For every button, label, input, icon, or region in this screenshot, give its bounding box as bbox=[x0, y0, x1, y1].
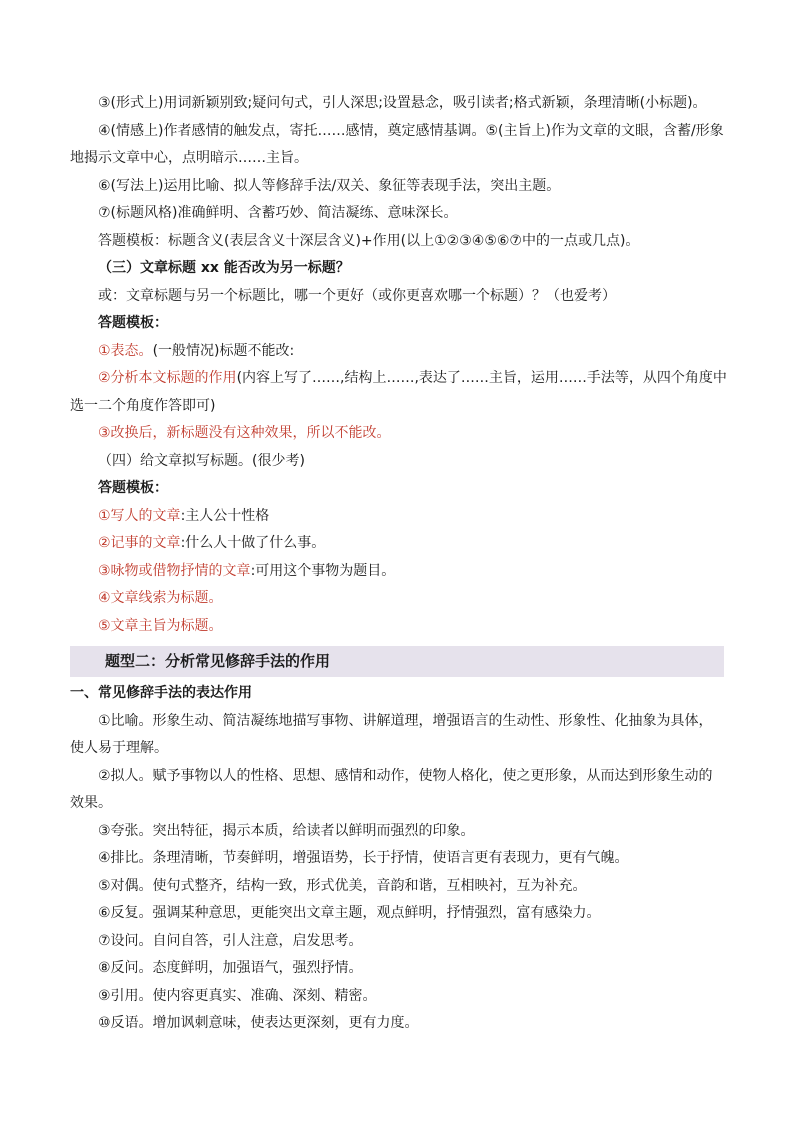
rhetoric-quotation: ⑨引用。使内容更真实、准确、深刻、精密。 bbox=[98, 987, 377, 1004]
section4-item-2 bbox=[70, 530, 724, 558]
rhetoric-repetition: ⑥反复。强调某种意思，更能突出文章主题，观点鲜明，抒情强烈，富有感染力。 bbox=[98, 905, 601, 921]
document-page bbox=[70, 90, 727, 1038]
paragraph-answer-template: 答题模板：标题含义(表层含义十深层含义)+作用(以上①②③④⑤⑥⑦中的一点或几点)。 bbox=[98, 232, 640, 249]
section3-item-2-text: (内容上写了……,结构上……,表达了……主旨，运用……手法等，从四个角度中 bbox=[236, 370, 727, 386]
rhetoric-personification: ②拟人。赋予事物以人的性格、思想、感情和动作，使物人格化，使之更形象，从而达到形象生动的 bbox=[98, 767, 713, 784]
section3-item-1-key: ①表态。 bbox=[98, 342, 153, 359]
section4-heading: （四）给文章拟写标题。(很少考) bbox=[98, 452, 305, 469]
section3-item-1 bbox=[70, 338, 724, 366]
section4-template-label: 答题模板： bbox=[98, 480, 168, 496]
section3-item-1-text: (一般情况)标题不能改: bbox=[152, 342, 295, 359]
section4-item-3-text: :可用这个事物为题目。 bbox=[250, 562, 396, 579]
section3-heading: （三）文章标题 xx 能否改为另一标题？ bbox=[98, 260, 350, 276]
rhetoric-parallelism: ④排比。条理清晰，节奏鲜明，增强语势，长于抒情，使语言更有表现力，更有气魄。 bbox=[98, 850, 629, 866]
section3-subheading: 或：文章标题与另一个标题比，哪一个更好（或你更喜欢哪一个标题）？（也爱考） bbox=[98, 287, 616, 304]
rhetoric-antithesis: ⑤对偶。使句式整齐，结构一致，形式优美，音韵和谐，互相映衬，互为补充。 bbox=[98, 877, 587, 894]
section4-item-3 bbox=[70, 558, 724, 586]
rhetoric-rhetorical-question: ⑦设问。自问自答，引人注意，启发思考。 bbox=[98, 932, 363, 949]
rhetoric-metaphor: ①比喻。形象生动、简洁凝练地描写事物、讲解道理，增强语言的生动性、形象性、化抽象为具体， bbox=[98, 712, 713, 729]
rhetoric-personification-cont: 效果。 bbox=[70, 795, 112, 811]
section4-item-4: ④文章线索为标题。 bbox=[98, 590, 223, 606]
section4-item-2-text: :什么人十做了什么事。 bbox=[180, 535, 326, 551]
section3-item-2 bbox=[70, 365, 727, 393]
section4-item-1-key: ①写人的文章 bbox=[98, 507, 181, 524]
paragraph-emotion: ④(情感上)作者感情的触发点，寄托……感情，奠定感情基调。⑤(主旨上)作为文章的文眼，含蓄/形象 bbox=[98, 122, 724, 139]
rhetoric-metaphor-cont: 使人易于理解。 bbox=[70, 740, 168, 756]
section4-item-2-key: ②记事的文章 bbox=[98, 535, 181, 551]
section3-item-3: ③改换后，新标题没有这种效果，所以不能改。 bbox=[98, 425, 391, 441]
paragraph-emotion-cont: 地揭示文章中心，点明暗示……主旨。 bbox=[70, 150, 308, 166]
section3-template-label: 答题模板： bbox=[98, 315, 168, 331]
paragraph-style: ⑦(标题风格)准确鲜明、含蓄巧妙、简洁凝练、意味深长。 bbox=[98, 205, 458, 221]
section3-item-2-cont: 选一二个角度作答即可) bbox=[70, 397, 216, 414]
paragraph-technique: ⑥(写法上)运用比喻、拟人等修辞手法/双关、象征等表现手法，突出主题。 bbox=[98, 177, 561, 194]
section3-item-2-key: ②分析本文标题的作用 bbox=[98, 370, 237, 386]
section4-item-3-key: ③咏物或借物抒情的文章 bbox=[98, 562, 251, 579]
rhetoric-heading: 一、常见修辞手法的表达作用 bbox=[70, 685, 252, 701]
question-type-band: 题型二：分析常见修辞手法的作用 bbox=[70, 646, 724, 677]
section4-item-5: ⑤文章主旨为标题。 bbox=[98, 617, 223, 634]
section4-item-1-text: :主人公十性格 bbox=[180, 507, 270, 524]
paragraph-form: ③(形式上)用词新颖别致;疑问句式，引人深思;设置悬念，吸引读者;格式新颖，条理清晰(小标题)。 bbox=[98, 95, 707, 111]
section4-item-1 bbox=[70, 503, 724, 531]
rhetoric-hyperbole: ③夸张。突出特征，揭示本质，给读者以鲜明而强烈的印象。 bbox=[98, 822, 475, 839]
rhetoric-irony: ⑩反语。增加讽刺意味，使表达更深刻，更有力度。 bbox=[98, 1015, 419, 1031]
rhetoric-counter-question: ⑧反问。态度鲜明，加强语气，强烈抒情。 bbox=[98, 960, 363, 976]
